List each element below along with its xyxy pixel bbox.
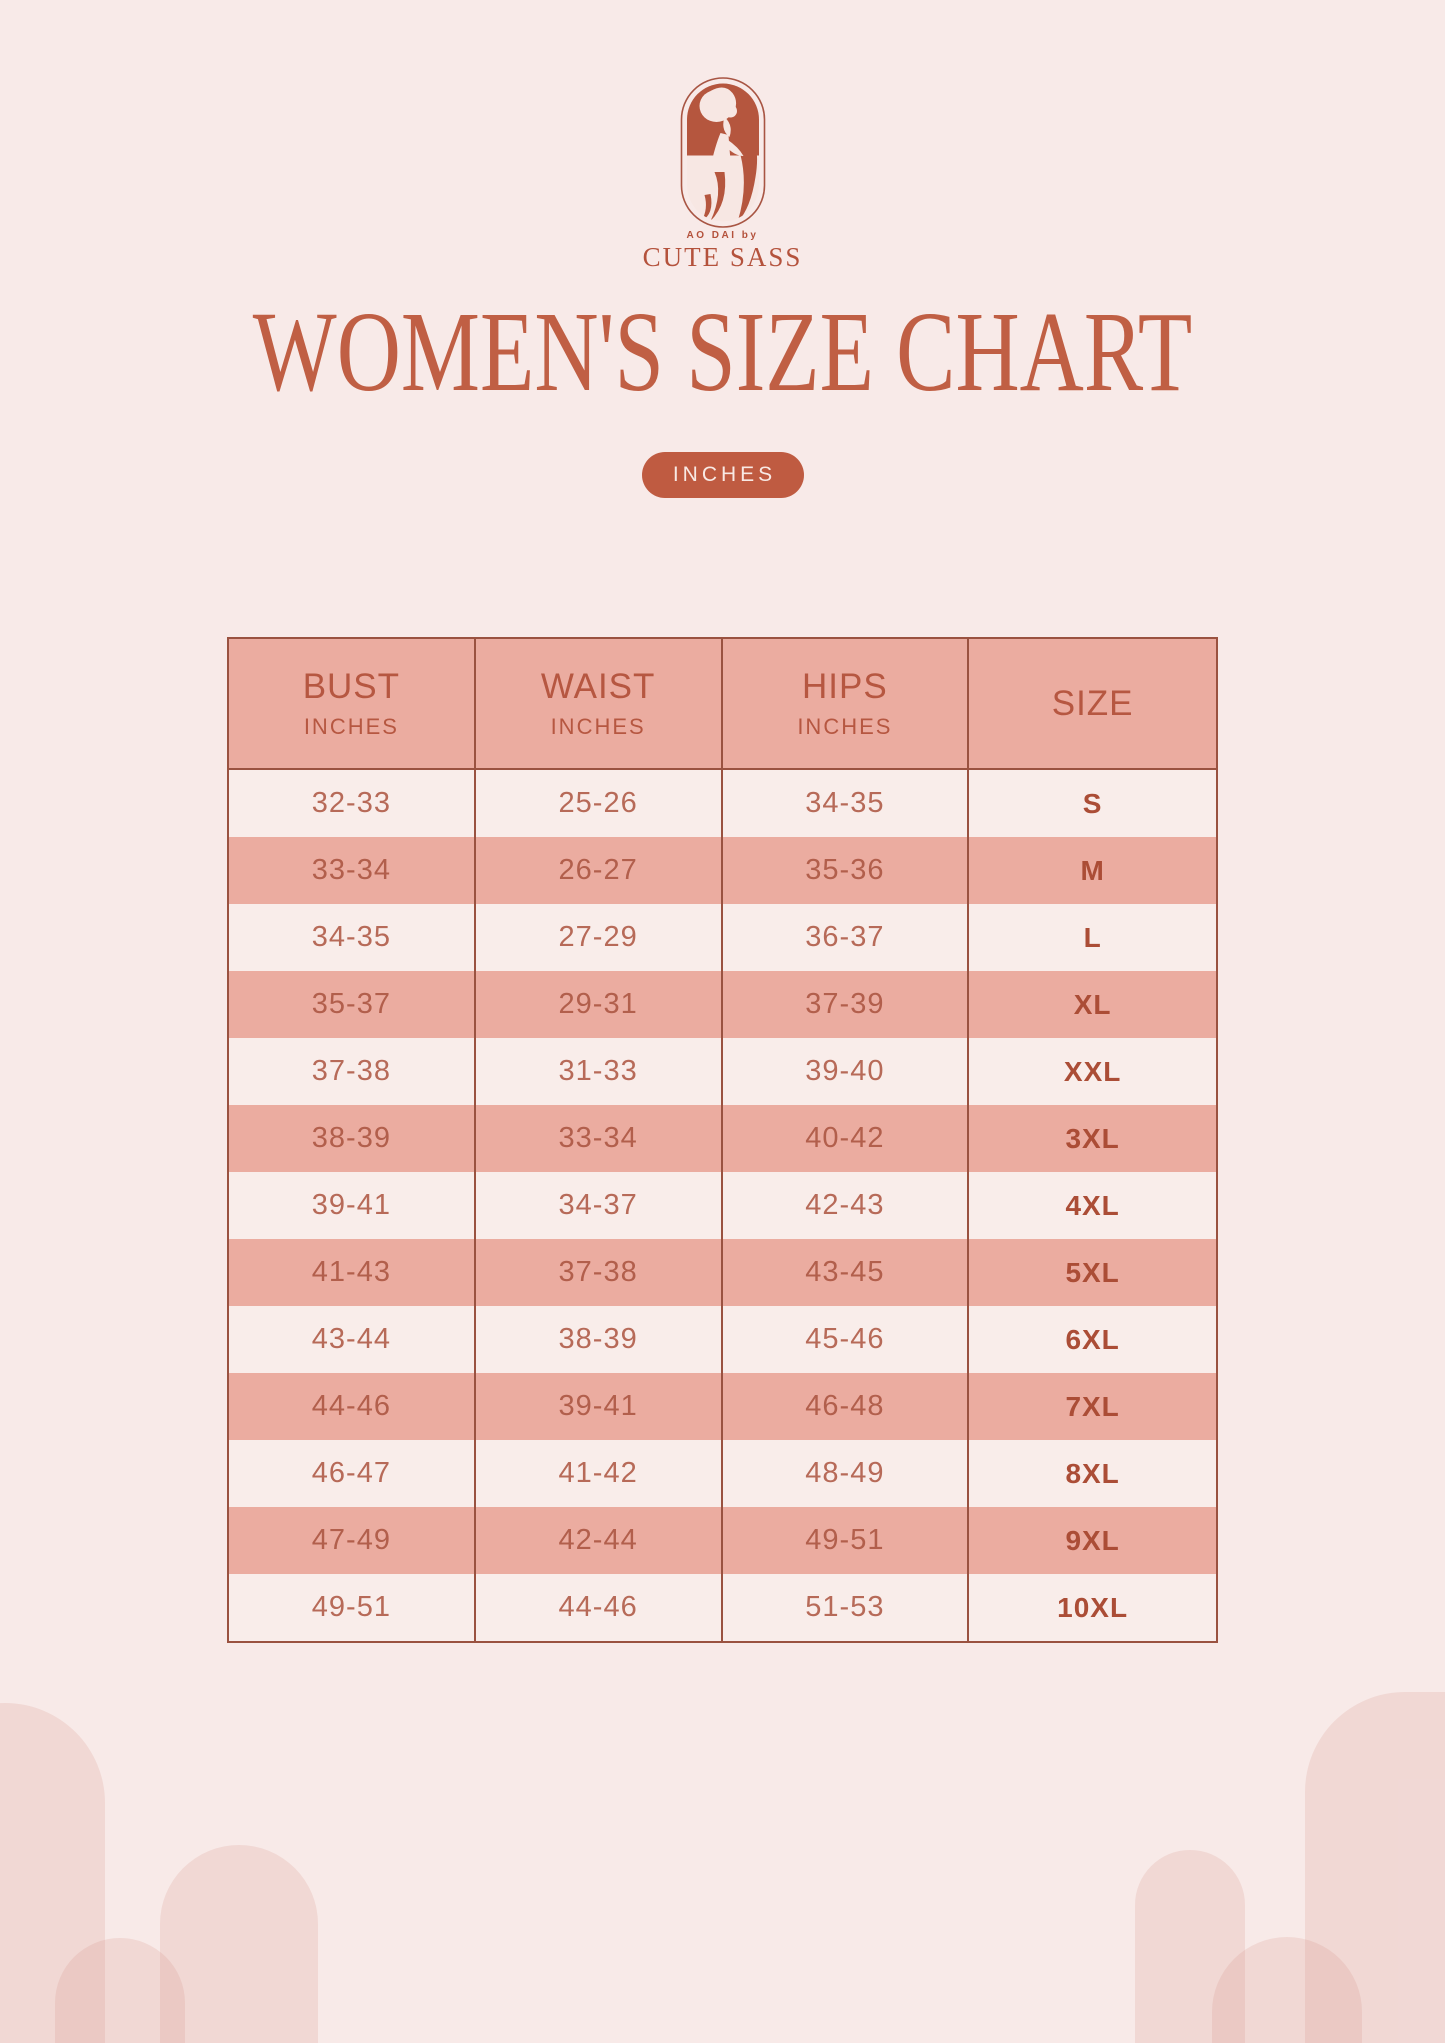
size-value: 5XL — [1065, 1256, 1120, 1288]
hips-value: 39-40 — [723, 1038, 970, 1105]
table-row-s — [229, 770, 1216, 837]
table-body — [229, 770, 1216, 1641]
table-row-8xl — [229, 1440, 1216, 1507]
table-header-row — [229, 639, 1216, 770]
table-row-5xl — [229, 1239, 1216, 1306]
hips-value: 45-46 — [723, 1306, 970, 1373]
hips-value: 36-37 — [723, 904, 970, 971]
column-label: SIZE — [1051, 683, 1134, 723]
table-row-7xl — [229, 1373, 1216, 1440]
column-label: HIPS — [802, 667, 888, 706]
column-sublabel: INCHES — [797, 714, 893, 739]
waist-value: 29-31 — [476, 971, 723, 1038]
brand-topline: AO DAI by — [686, 230, 759, 241]
page-title: WOMEN'S SIZE CHART — [252, 288, 1193, 415]
bust-value: 46-47 — [229, 1440, 476, 1507]
bust-value: 39-41 — [229, 1172, 476, 1239]
brand-logo — [680, 77, 765, 228]
size-value: 8XL — [1065, 1457, 1120, 1489]
hips-value: 42-43 — [723, 1172, 970, 1239]
hips-value: 35-36 — [723, 837, 970, 904]
size-value: 6XL — [1065, 1323, 1120, 1355]
waist-value: 27-29 — [476, 904, 723, 971]
waist-value: 41-42 — [476, 1440, 723, 1507]
waist-value: 31-33 — [476, 1038, 723, 1105]
hips-value: 51-53 — [723, 1574, 970, 1641]
column-sublabel: INCHES — [303, 714, 399, 739]
waist-value: 34-37 — [476, 1172, 723, 1239]
bust-value: 34-35 — [229, 904, 476, 971]
table-row-xl — [229, 971, 1216, 1038]
bust-value: 41-43 — [229, 1239, 476, 1306]
bust-value: 32-33 — [229, 770, 476, 837]
waist-value: 26-27 — [476, 837, 723, 904]
bust-value: 38-39 — [229, 1105, 476, 1172]
hips-value: 40-42 — [723, 1105, 970, 1172]
hips-value: 48-49 — [723, 1440, 970, 1507]
waist-value: 25-26 — [476, 770, 723, 837]
unit-badge: INCHES — [642, 452, 804, 498]
bust-value: 37-38 — [229, 1038, 476, 1105]
size-value: XXL — [1063, 1055, 1122, 1087]
size-value: 7XL — [1065, 1390, 1120, 1422]
size-value: M — [1080, 854, 1105, 886]
waist-value: 38-39 — [476, 1306, 723, 1373]
size-value: XL — [1073, 988, 1112, 1020]
size-value: S — [1082, 787, 1103, 819]
size-value: 3XL — [1065, 1122, 1120, 1154]
waist-value: 37-38 — [476, 1239, 723, 1306]
hips-value: 49-51 — [723, 1507, 970, 1574]
bust-value: 35-37 — [229, 971, 476, 1038]
column-header-size — [969, 639, 1216, 768]
hips-value: 43-45 — [723, 1239, 970, 1306]
bust-value: 44-46 — [229, 1373, 476, 1440]
table-row-10xl — [229, 1574, 1216, 1641]
bust-value: 47-49 — [229, 1507, 476, 1574]
hips-value: 34-35 — [723, 770, 970, 837]
table-row-l — [229, 904, 1216, 971]
column-header-hips — [723, 639, 970, 768]
size-value: 10XL — [1057, 1591, 1129, 1623]
waist-value: 44-46 — [476, 1574, 723, 1641]
table-row-9xl — [229, 1507, 1216, 1574]
bust-value: 43-44 — [229, 1306, 476, 1373]
waist-value: 39-41 — [476, 1373, 723, 1440]
size-value: L — [1083, 921, 1102, 953]
column-label: BUST — [302, 667, 401, 706]
bust-value: 49-51 — [229, 1574, 476, 1641]
column-sublabel: INCHES — [550, 714, 646, 739]
column-label: WAIST — [540, 667, 656, 706]
size-value: 4XL — [1065, 1189, 1120, 1221]
table-row-3xl — [229, 1105, 1216, 1172]
table-row-m — [229, 837, 1216, 904]
size-value: 9XL — [1065, 1524, 1120, 1556]
woman-in-ao-dai-icon — [680, 77, 765, 228]
table-row-xxl — [229, 1038, 1216, 1105]
column-header-bust — [229, 639, 476, 768]
brand-name: CUTE SASS — [642, 242, 803, 272]
waist-value: 42-44 — [476, 1507, 723, 1574]
waist-value: 33-34 — [476, 1105, 723, 1172]
hips-value: 46-48 — [723, 1373, 970, 1440]
table-row-4xl — [229, 1172, 1216, 1239]
hips-value: 37-39 — [723, 971, 970, 1038]
bust-value: 33-34 — [229, 837, 476, 904]
table-row-6xl — [229, 1306, 1216, 1373]
size-table — [227, 637, 1218, 1643]
column-header-waist — [476, 639, 723, 768]
